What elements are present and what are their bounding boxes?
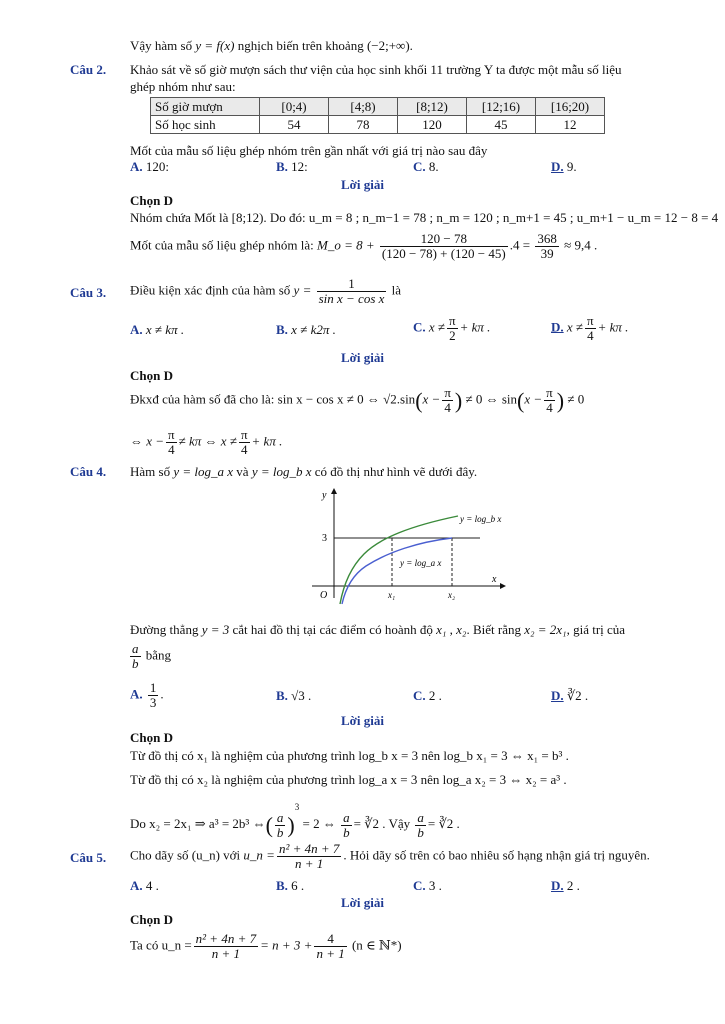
q2-solution-1: Nhóm chứa Mốt là [8;12). Do đó: u_m = 8 ; n_m−1 = 78 ; n_m = 120 ; n_m+1 = 45 ; u_m+1 − u_m = 12 − 8 = 4 <box>130 210 719 225</box>
q4-text3 <box>128 642 171 671</box>
q2-choice-d <box>551 159 577 175</box>
x2-label: x₂ <box>448 590 456 600</box>
log-graph <box>310 486 510 606</box>
choice-text: 2 . <box>566 878 580 893</box>
choice-letter: A. <box>130 878 143 893</box>
table-header: Số giờ mượn <box>151 98 260 116</box>
math: = ∛2 . Vậy <box>353 816 411 831</box>
choice-text: 8. <box>428 159 439 174</box>
math: Ta có u_n = <box>130 937 192 953</box>
choice-letter: D. <box>551 319 564 335</box>
choice-text: 12: <box>291 159 308 174</box>
table-cell: [4;8) <box>329 98 398 116</box>
q5-choice-c <box>413 878 442 894</box>
math: y = f(x) <box>195 38 235 53</box>
fraction: $\frac{\pi}{4}$ <box>444 385 451 415</box>
fraction: $\frac{\pi}{2}$ <box>449 313 456 343</box>
q3-text <box>130 277 401 306</box>
q2-solution-heading: Lời giải <box>341 177 384 192</box>
q3-choice-c: C. x ≠ $\frac{\pi}{2}$ + kπ . <box>413 313 491 343</box>
table-cell: 54 <box>260 116 329 134</box>
fraction: $\frac{a}{b}$ <box>417 809 424 840</box>
text: bằng <box>145 647 172 663</box>
q5-choice-a <box>130 878 159 894</box>
table-cell: [16;20) <box>536 98 605 116</box>
q2-question: Mốt của mẫu số liệu ghép nhóm trên gần nhất với giá trị nào sau đây <box>130 143 488 158</box>
table-cell: 120 <box>398 116 467 134</box>
math: = n + 3 + <box>260 937 313 953</box>
text: Mốt của mẫu số liệu ghép nhóm là: <box>130 237 314 253</box>
choice-text: 4 . <box>145 878 159 893</box>
table-cell: 12 <box>536 116 605 134</box>
choice-letter: A. <box>130 322 143 337</box>
table-header: Số học sinh <box>151 116 260 134</box>
text: nghịch biến trên khoảng <box>237 38 364 53</box>
math: y = 3 <box>201 622 230 637</box>
choice-letter: D. <box>551 159 564 174</box>
q2-choice-c <box>413 159 439 175</box>
q3-choice-a <box>130 322 184 338</box>
choice-letter: C. <box>413 688 426 703</box>
fraction: $\frac{\text{n² + 4n + 7}}{n + 1}$ <box>195 931 257 961</box>
x-axis-label: x <box>492 574 497 585</box>
q2-choice-b <box>276 159 308 175</box>
table-cell: [12;16) <box>467 98 536 116</box>
text: . Biết rằng <box>466 622 521 637</box>
q4-solution-2: Từ đồ thị có x₂ là nghiệm của phương trình log_a x = 3 nên log_a x₂ = 3 ⇔ x₂ = a³ . <box>130 772 567 787</box>
choice-text: ∛2 . <box>566 688 589 703</box>
math: x₁ , x₂ <box>436 622 467 637</box>
choice-letter: B. <box>276 688 288 703</box>
question-2-label: Câu 2. <box>70 62 107 77</box>
math: .4 = <box>509 237 531 253</box>
fraction: $\frac{1}{3}$ <box>149 680 157 710</box>
fraction: $\frac{1}{\text{sin x − cos x}}$ <box>318 276 385 306</box>
text: Vậy hàm số <box>130 38 193 53</box>
q3-choice-b <box>276 322 336 338</box>
choice-letter: B. <box>276 878 288 893</box>
math: x₂ = 2x₁ <box>524 622 567 637</box>
y-axis-arrow <box>331 488 337 494</box>
text: , giá trị của <box>566 622 626 637</box>
q3-solution-2 <box>130 428 282 457</box>
math: ≈ 9,4 . <box>564 237 598 253</box>
q4-answer: Chọn D <box>130 730 173 745</box>
text: là <box>391 282 402 298</box>
x1-label: x₁ <box>388 590 396 600</box>
math: ≠ 0 <box>567 391 585 407</box>
choice-text: √3 . <box>291 688 312 703</box>
math: ≠ kπ ⇔ x ≠ <box>178 433 237 449</box>
q3-solution-heading: Lời giải <box>341 350 384 365</box>
q3-solution-1: Đkxđ của hàm số đã cho là: sin x − cos x ≠ 0 ⇔ √2.sin(x − $\frac{\pi}{4}$ ) ≠ 0 ⇔ sin(x − $\frac{\pi}{4}$ ) ≠ 0 <box>130 385 585 415</box>
q5-text <box>130 842 650 871</box>
choice-letter: C. <box>413 878 426 893</box>
text: . Hỏi dãy số trên có bao nhiêu số hạng nhận giá trị nguyên. <box>343 847 650 863</box>
fraction: $\frac{\pi}{4}$ <box>240 427 248 457</box>
math: M_o = 8 + <box>317 237 375 253</box>
fraction: $\frac{a}{b}$ <box>132 641 139 671</box>
fraction: $\frac{\pi}{4}$ <box>546 385 553 415</box>
curve-log-a <box>342 538 452 604</box>
math: Đkxđ của hàm số đã cho là: sin x − cos x ≠ 0 ⇔ √2.sin <box>130 391 416 407</box>
math: Do x₂ = 2x₁ ⇒ a³ = 2b³ ⇔ <box>130 816 266 831</box>
choice-text: 9. <box>566 159 577 174</box>
intro-line <box>130 38 413 54</box>
table-cell: 78 <box>329 116 398 134</box>
y3-label: 3 <box>322 533 327 544</box>
q4-choice-b <box>276 688 311 704</box>
question-4-label: Câu 4. <box>70 464 107 479</box>
choice-text: 2 . <box>428 688 442 703</box>
text: Hàm số <box>130 464 171 479</box>
math: u_n = <box>243 847 275 863</box>
q4-text <box>130 464 477 480</box>
x-axis-arrow <box>500 583 506 589</box>
q4-choice-c <box>413 688 442 704</box>
table-row <box>151 116 605 134</box>
choice-text: 3 . <box>428 878 442 893</box>
math: (n ∈ ℕ*) <box>351 937 402 953</box>
text: có đồ thị như hình vẽ dưới đây. <box>314 464 478 479</box>
math: (−2;+∞). <box>366 38 413 53</box>
fraction: $\frac{\pi}{4}$ <box>587 313 594 343</box>
q4-text2 <box>130 622 625 638</box>
q4-solution-1: Từ đồ thị có x₁ là nghiệm của phương trình log_b x = 3 nên log_b x₁ = 3 ⇔ x₁ = b³ . <box>130 748 569 763</box>
choice-text: x ≠ k2π . <box>291 322 336 337</box>
q5-answer: Chọn D <box>130 912 173 927</box>
q2-choice-a <box>130 159 169 175</box>
q5-solution-heading: Lời giải <box>341 895 384 910</box>
question-3-label: Câu 3. <box>70 285 107 300</box>
choice-text: 6 . <box>291 878 305 893</box>
q4-choice-d <box>551 688 588 704</box>
q4-solution-heading: Lời giải <box>341 713 384 728</box>
frequency-table <box>150 97 605 134</box>
math: = 2 ⇔ <box>302 816 336 831</box>
question-5-label: Câu 5. <box>70 850 107 865</box>
q2-text2: ghép nhóm như sau: <box>130 79 236 94</box>
choice-letter: D. <box>551 688 564 703</box>
choice-letter: D. <box>551 878 564 893</box>
fraction: $\frac{\pi}{4}$ <box>168 427 175 457</box>
q2-solution-2 <box>130 232 597 261</box>
math: = ∛2 . <box>427 816 460 831</box>
choice-text: 120: <box>145 159 170 174</box>
table-row <box>151 98 605 116</box>
choice-text: x ≠ kπ . <box>145 322 185 337</box>
math: ⇔ x − <box>130 433 165 449</box>
math: y = <box>293 282 312 298</box>
math: + kπ . <box>251 433 283 449</box>
fraction: $\frac{368}{39}$ <box>537 231 557 261</box>
text: Cho dãy số (u_n) với <box>130 847 241 863</box>
math: ≠ 0 ⇔ sin <box>465 391 518 407</box>
origin-label: O <box>320 590 328 601</box>
table-cell: 45 <box>467 116 536 134</box>
fraction: $\frac{a}{b}$ <box>276 809 284 840</box>
q5-choice-b <box>276 878 304 894</box>
fraction: $\frac{120 - 78}{(120 - 78) + (120 - 45)}$ <box>381 231 506 261</box>
table-cell: [8;12) <box>398 98 467 116</box>
text: Đường thẳng <box>130 622 199 637</box>
fraction: $\frac{\text{n² + 4n + 7}}{n + 1}$ <box>278 841 340 871</box>
fraction: $\frac{a}{b}$ <box>343 809 350 840</box>
q4-solution-3: Do x₂ = 2x₁ ⇒ a³ = 2b³ ⇔( $\frac{a}{b}$ )$^3$ = 2 ⇔ $\frac{a}{b}$ = ∛2 . Vậy $\frac{a}{b}$ = ∛2 . <box>130 802 460 840</box>
label-log-a: y = log_a x <box>400 558 442 568</box>
label-log-b: y = log_b x <box>460 514 502 524</box>
y-axis-label: y <box>322 490 327 501</box>
math: y = log_b x <box>251 464 312 479</box>
choice-letter: C. <box>413 319 426 335</box>
math: y = log_a x <box>173 464 234 479</box>
q2-text1: Khảo sát về số giờ mượn sách thư viện của học sinh khối 11 trường Y ta được một mẫu số liệu <box>130 62 622 77</box>
q5-choice-d <box>551 878 580 894</box>
choice-letter: A. <box>130 159 143 174</box>
q3-choice-d: D. x ≠ $\frac{\pi}{4}$ + kπ . <box>551 313 629 343</box>
table-cell: [0;4) <box>260 98 329 116</box>
q5-solution <box>130 932 402 961</box>
choice-letter: B. <box>276 159 288 174</box>
choice-letter: C. <box>413 159 426 174</box>
q2-answer: Chọn D <box>130 193 173 208</box>
q4-choice-a: A. $\frac{1}{3}$ . <box>130 680 164 710</box>
text: cắt hai đồ thị tại các điểm có hoành độ <box>232 622 433 637</box>
text: và <box>236 464 249 479</box>
text: Điều kiện xác định của hàm số <box>130 282 291 298</box>
choice-letter: A. <box>130 686 143 702</box>
choice-letter: B. <box>276 322 288 337</box>
q3-answer: Chọn D <box>130 368 173 383</box>
fraction: $\frac{4}{n + 1}$ <box>316 931 345 961</box>
